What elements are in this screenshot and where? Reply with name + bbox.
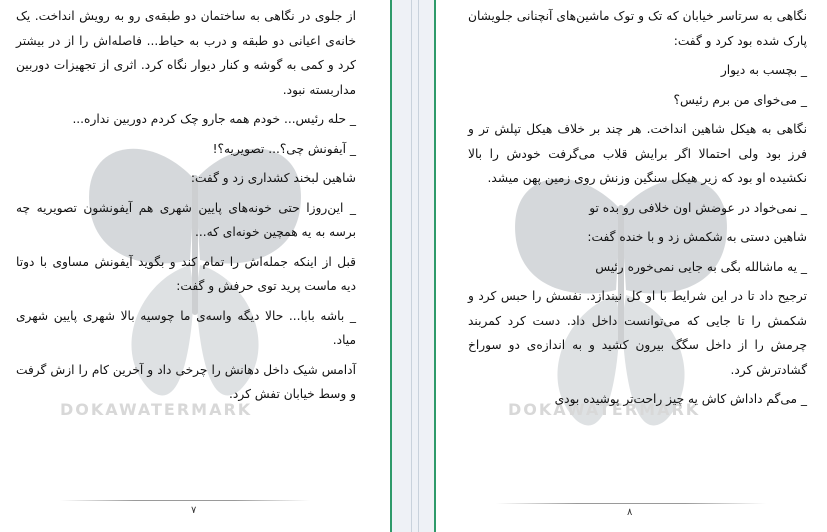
footer-rule — [60, 500, 310, 501]
paragraph: نگاهی به هیکل شاهین انداخت. هر چند بر خلاف هیکل تپلش تر و فرز بود ولی احتمالا اگر برایش قلاب می‌گرفت خودش را بالا نکشیده او بود که زیر هیکل سنگین وزنش روی زمین پهن میشد. — [468, 122, 807, 185]
gutter-divider — [411, 0, 412, 532]
watermark-text: DOKAWATERMARK — [60, 400, 253, 419]
paragraph: شاهین دستی به شکمش زد و با خنده گفت: — [587, 230, 807, 244]
book-page-left — [0, 0, 392, 532]
page-text — [16, 4, 356, 412]
paragraph: آدامس شیک داخل دهانش را چرخی داد و آخرین کام را ازش گرفت و وسط خیابان تفش کرد. — [16, 362, 356, 401]
paragraph: _ حله رئیس... خودم همه جارو چک کردم دوربین نداره... — [72, 112, 356, 126]
paragraph: _ این‌روزا حتی خونه‌های پایین شهری هم آیفونشون تصویریه چه برسه به یه همچین خونه‌ای که... — [16, 200, 356, 239]
paragraph: _ باشه بابا... حالا دیگه واسه‌ی ما چوسیه بالا شهری پایین شهری میاد. — [16, 308, 356, 347]
book-page-right — [434, 0, 827, 532]
paragraph: _ آیفونش چی؟... تصویریه؟! — [212, 141, 356, 156]
page-text — [468, 4, 807, 417]
paragraph: قبل از اینکه جمله‌اش را تمام کند و بگوید آیفونش مساوی با دوتا دیه ماست پرید توی حرفش و گفت: — [16, 254, 356, 293]
paragraph: _ می‌خوای من برم رئیس؟ — [673, 92, 807, 107]
paragraph: _ بچسب به دیوار — [720, 63, 807, 77]
paragraph: نگاهی به سرتاسر خیابان که تک و توک ماشین‌های آنچنانی جلویشان پارک شده بود کرد و گفت: — [468, 9, 807, 48]
gutter-divider — [418, 0, 419, 532]
paragraph: ترجیح داد تا در این شرایط با او کل نیندازد. نفسش را حبس کرد و شکمش را تا جایی که می‌توانست داخل داد. دست کرد کمربند چرمش را از داخل سگگ بیرون کشید و به اندازه‌ی دو سوراخ گشادترش کرد. — [468, 289, 807, 377]
paragraph: _ یه ماشالله بگی به جایی نمی‌خوره رئیس — [595, 259, 807, 274]
paragraph: _ می‌گم داداش کاش یه چیز راحت‌تر پوشیده بودی — [554, 392, 807, 406]
page-number: ۸ — [627, 507, 633, 518]
paragraph: شاهین لبخند کشداری زد و گفت: — [190, 171, 356, 185]
watermark-text: DOKAWATERMARK — [508, 400, 701, 419]
footer-rule — [496, 503, 766, 504]
paragraph: از جلوی در نگاهی به ساختمان دو طبقه‌ی رو به رویش انداخت. یک خانه‌ی اعیانی دو طبقه و درب به حیاط... فاصله‌اش را از در بیشتر کرد و کمی به گوشه و کنار دیوار نگاه کرد. اثری از تجهیزات دوربین مداربسته نبود. — [16, 9, 356, 97]
paragraph: _ نمی‌خواد در عوضش اون خلافی رو بده تو — [589, 200, 807, 215]
page-gutter — [392, 0, 434, 532]
page-number: ۷ — [191, 505, 197, 516]
